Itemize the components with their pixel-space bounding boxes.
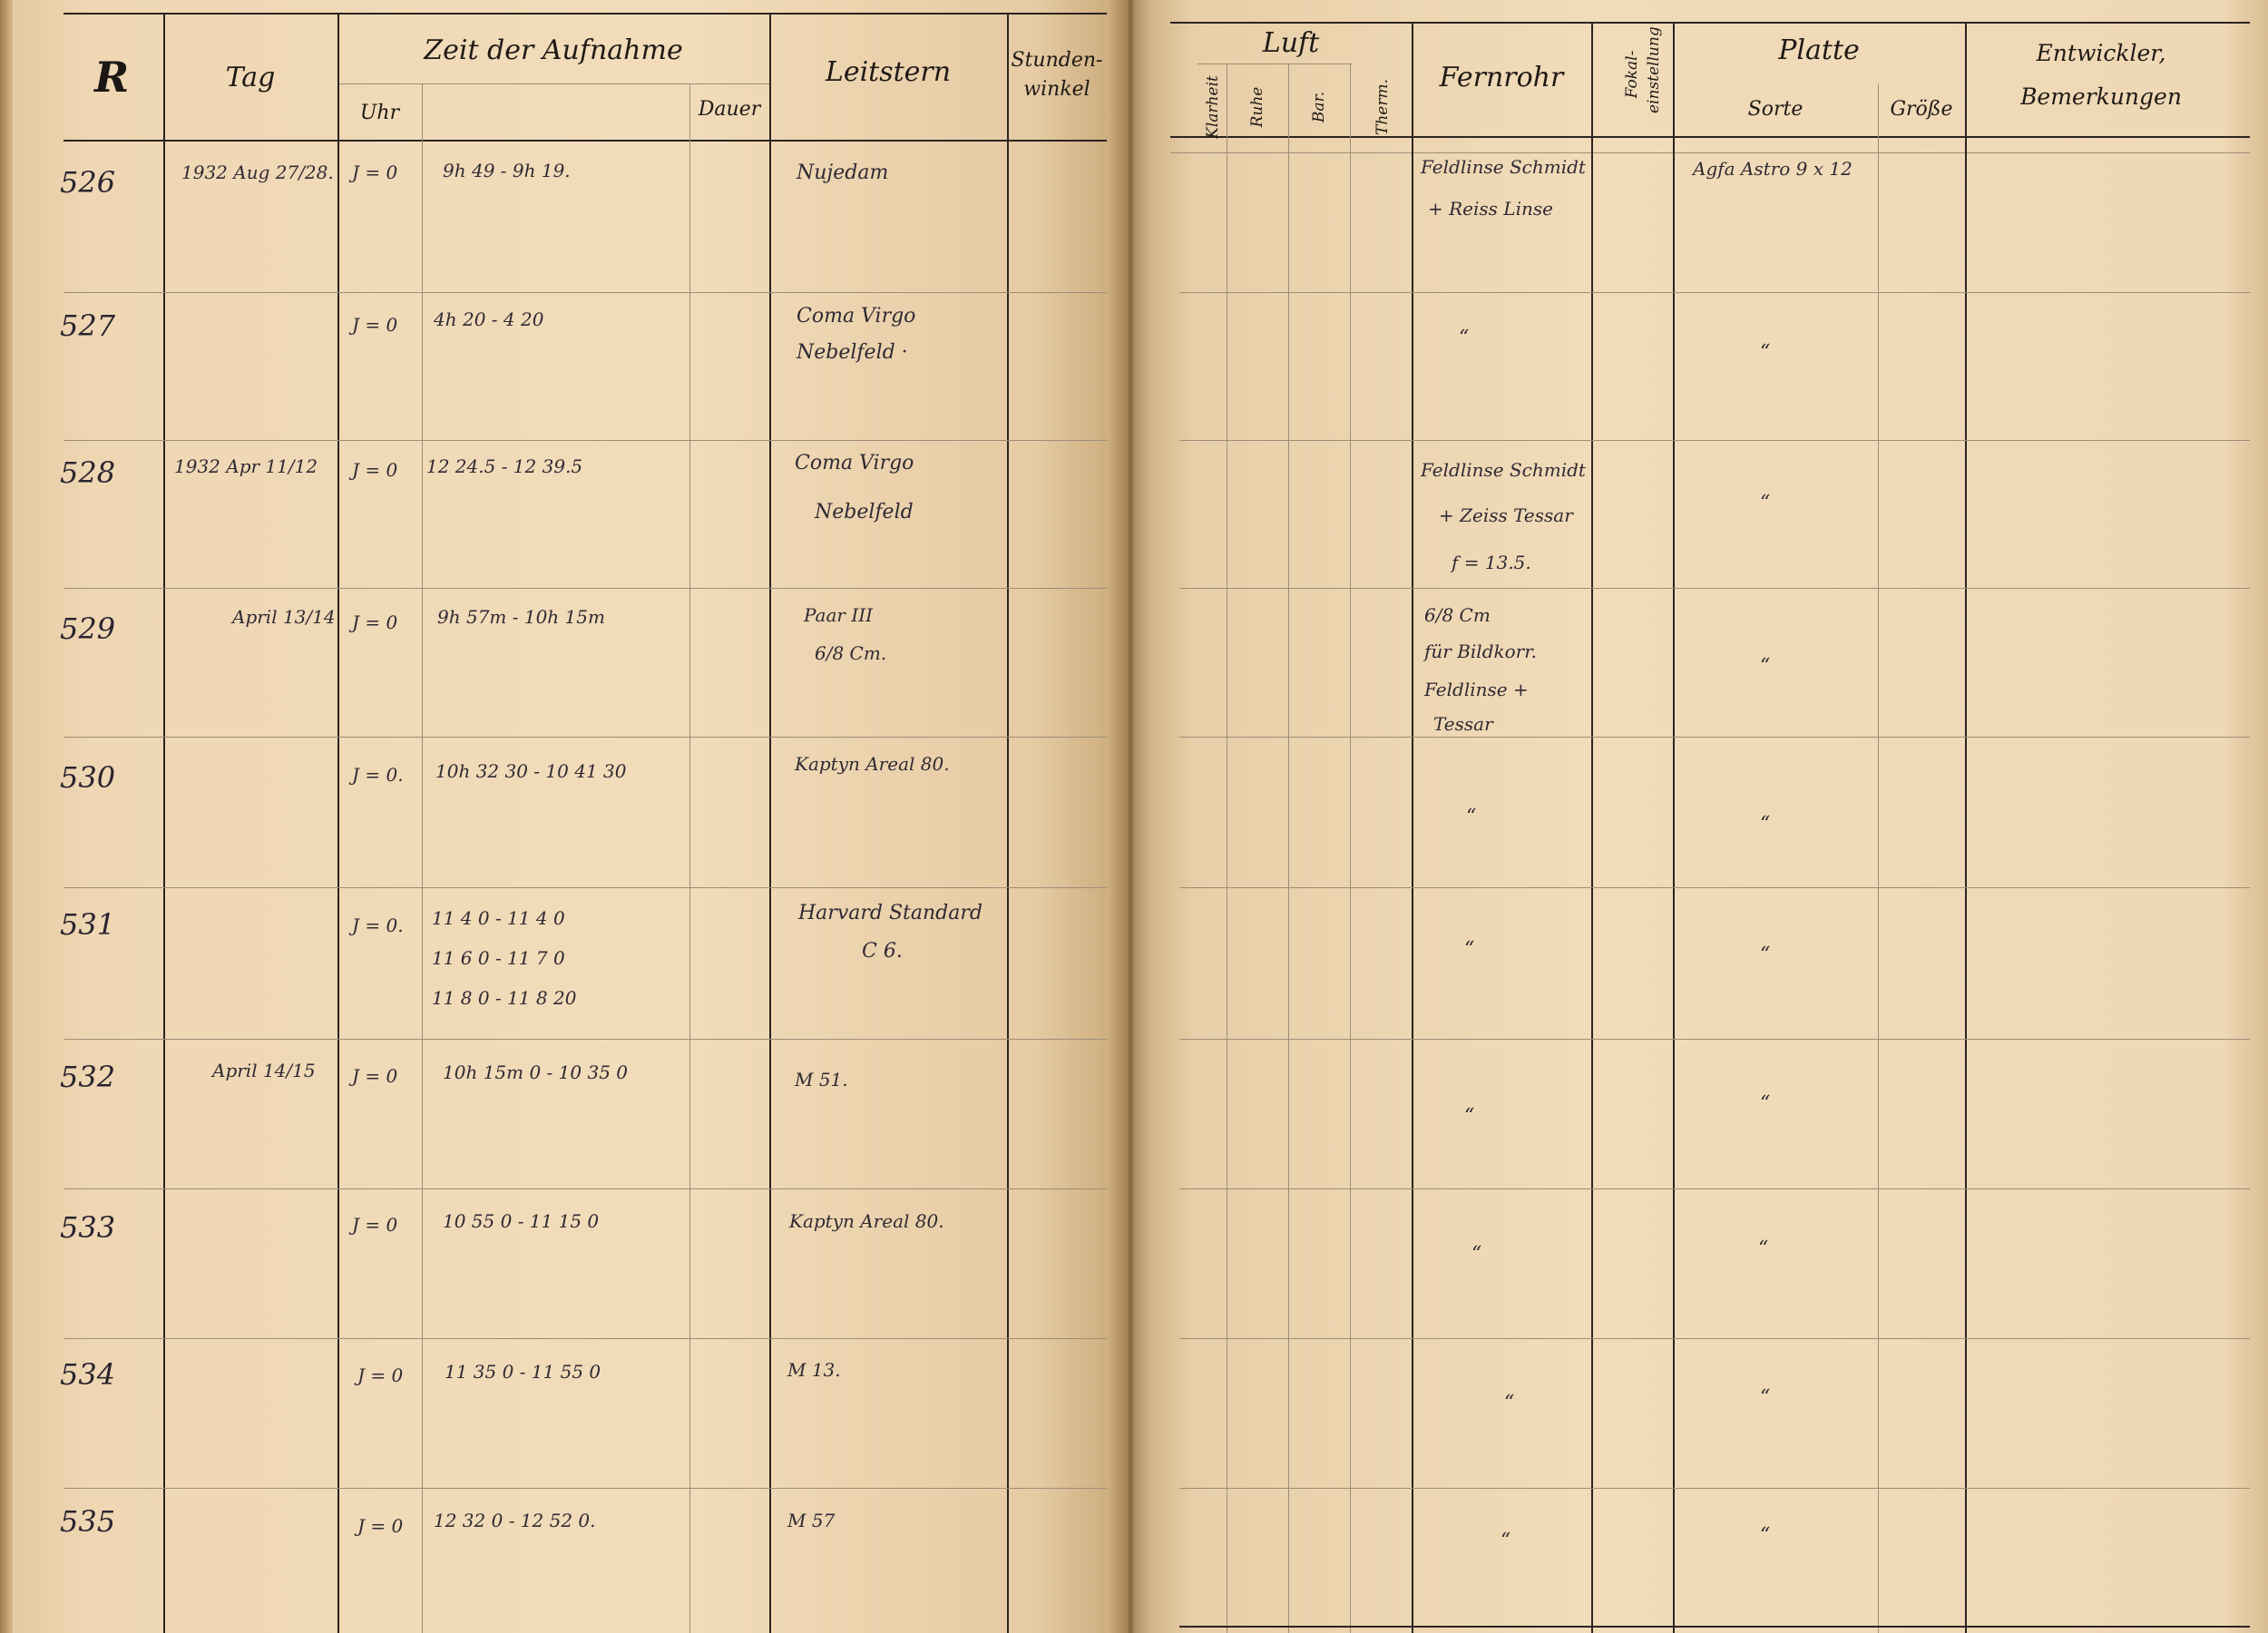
row-number: 529: [60, 611, 116, 646]
row-rule: [1179, 887, 2250, 888]
header-r: R: [94, 53, 130, 102]
row-leitstern: M 13.: [787, 1359, 841, 1381]
row-sorte: “: [1760, 813, 1771, 836]
row-number: 533: [60, 1210, 116, 1245]
row-sorte: “: [1760, 655, 1771, 678]
header-bottom-rule: [64, 140, 1107, 142]
row-time: 4h 20 - 4 20: [434, 308, 544, 330]
row-rule: [1179, 440, 2250, 441]
row-uhr: J = 0: [352, 1065, 398, 1087]
row-leitstern: Kaptyn Areal 80.: [795, 753, 950, 775]
header-stunden-1: Stunden-: [1011, 49, 1103, 72]
row-number: 532: [60, 1060, 116, 1094]
row-sorte: “: [1758, 1237, 1769, 1260]
header-platte: Platte: [1778, 34, 1860, 66]
row-rule: [1179, 1338, 2250, 1339]
row-tag: 1932 Apr 11/12: [174, 455, 318, 477]
row-fernrohr: “: [1464, 1105, 1475, 1128]
row-uhr: J = 0: [357, 1515, 404, 1537]
row-tag: 1932 Aug 27/28.: [181, 161, 334, 183]
header-entwickler-1: Entwickler,: [2036, 40, 2166, 66]
row-leitstern: Nebelfeld: [815, 501, 914, 523]
row-time: 11 35 0 - 11 55 0: [445, 1361, 601, 1383]
header-luft: Luft: [1262, 27, 1320, 59]
row-number: 534: [60, 1357, 116, 1392]
row-number: 526: [60, 165, 116, 200]
row-time: 11 6 0 - 11 7 0: [432, 947, 565, 969]
row-leitstern: Coma Virgo: [795, 452, 914, 474]
row-leitstern: Harvard Standard: [798, 902, 982, 924]
row-fernrohr: Tessar: [1433, 713, 1493, 735]
header-fokal-1: Fokal-: [1623, 50, 1641, 99]
page-edge: [0, 0, 13, 1633]
header-uhr: Uhr: [359, 102, 400, 124]
row-time: 10h 15m 0 - 10 35 0: [443, 1061, 628, 1083]
header-entwickler-2: Bemerkungen: [2020, 83, 2182, 110]
header-sorte: Sorte: [1747, 98, 1804, 121]
row-uhr: J = 0: [352, 611, 398, 633]
row-leitstern: Nujedam: [797, 161, 889, 184]
row-rule: [64, 1039, 1107, 1040]
col-rule-tag: [337, 13, 339, 1633]
col-rule-ruhe: [1288, 64, 1289, 1633]
row-time: 10h 32 30 - 10 41 30: [435, 760, 627, 782]
header-bar: Bar.: [1310, 91, 1328, 123]
row-rule: [1179, 588, 2250, 589]
row-fernrohr: Feldlinse Schmidt: [1421, 156, 1586, 178]
row-sorte: “: [1760, 492, 1771, 514]
row-fernrohr: “: [1464, 938, 1475, 961]
row-leitstern: Kaptyn Areal 80.: [789, 1210, 944, 1232]
row-rule: [64, 440, 1107, 441]
row-fernrohr: + Zeiss Tessar: [1439, 504, 1573, 526]
row-sorte: Agfa Astro 9 x 12: [1693, 158, 1853, 180]
row-time: 11 8 0 - 11 8 20: [432, 987, 577, 1009]
row-sorte: “: [1760, 1092, 1771, 1115]
row-rule: [64, 887, 1107, 888]
row-leitstern: M 57: [787, 1510, 836, 1531]
row-fernrohr: “: [1501, 1530, 1511, 1552]
row-rule: [64, 1488, 1107, 1489]
row-fernrohr: “: [1459, 327, 1470, 349]
col-rule-dauer: [689, 83, 690, 1633]
row-rule: [1179, 1488, 2250, 1489]
row-rule: [64, 588, 1107, 589]
header-zeit: Zeit der Aufnahme: [424, 34, 683, 66]
row-fernrohr: 6/8 Cm: [1424, 604, 1491, 626]
row-leitstern: 6/8 Cm.: [815, 642, 887, 664]
col-rule-r: [163, 13, 165, 1633]
header-sub-rule: [1170, 152, 2250, 153]
header-therm: Therm.: [1374, 79, 1392, 135]
col-rule-luft: [1412, 22, 1413, 1633]
row-leitstern: Nebelfeld ·: [797, 341, 908, 364]
header-fernrohr: Fernrohr: [1439, 62, 1564, 93]
header-ruhe: Ruhe: [1248, 86, 1266, 128]
row-time: 11 4 0 - 11 4 0: [432, 907, 565, 929]
row-time: 12 32 0 - 12 52 0.: [434, 1510, 596, 1531]
header-dauer: Dauer: [698, 98, 761, 121]
top-rule: [1170, 22, 2250, 24]
row-number: 527: [60, 308, 116, 343]
row-leitstern: C 6.: [862, 940, 903, 963]
row-sorte: “: [1760, 1386, 1771, 1409]
row-rule: [64, 1338, 1107, 1339]
bottom-rule: [1179, 1626, 2250, 1628]
row-uhr: J = 0: [352, 1214, 398, 1236]
row-sorte: “: [1760, 1524, 1771, 1547]
row-tag: April 13/14: [232, 606, 336, 628]
row-number: 535: [60, 1504, 116, 1539]
row-rule: [1179, 737, 2250, 738]
row-number: 528: [60, 455, 116, 490]
row-fernrohr: “: [1466, 806, 1477, 828]
book-gutter: [1109, 0, 1150, 1633]
row-tag: April 14/15: [212, 1060, 316, 1081]
zeit-subheader-rule: [337, 83, 769, 84]
row-fernrohr: “: [1504, 1392, 1515, 1414]
col-rule-zeit: [769, 13, 771, 1633]
header-fokal-2: einstellung: [1645, 26, 1663, 113]
col-rule-platte: [1965, 22, 1967, 1633]
header-groesse: Größe: [1890, 98, 1953, 121]
row-fernrohr: für Bildkorr.: [1424, 640, 1537, 662]
row-leitstern: M 51.: [795, 1069, 848, 1090]
row-number: 531: [60, 907, 116, 942]
row-leitstern: Coma Virgo: [797, 305, 916, 328]
row-leitstern: Paar III: [804, 604, 874, 626]
header-tag: Tag: [225, 62, 276, 93]
row-rule: [64, 292, 1107, 293]
header-bottom-rule: [1170, 136, 2250, 138]
top-rule: [64, 13, 1107, 15]
col-rule-sorte: [1878, 83, 1879, 1633]
row-rule: [1179, 1039, 2250, 1040]
row-uhr: J = 0: [352, 459, 398, 481]
row-fernrohr: Feldlinse Schmidt: [1421, 459, 1586, 481]
row-number: 530: [60, 760, 116, 795]
row-uhr: J = 0.: [352, 764, 404, 786]
row-uhr: J = 0.: [352, 914, 404, 936]
col-rule-bar: [1350, 64, 1351, 1633]
header-klarheit: Klarheit: [1204, 75, 1222, 139]
header-stunden-2: winkel: [1023, 78, 1090, 101]
row-uhr: J = 0: [352, 314, 398, 336]
row-time: 9h 49 - 9h 19.: [443, 160, 571, 181]
row-time: 9h 57m - 10h 15m: [437, 606, 605, 628]
row-fernrohr: Feldlinse +: [1424, 679, 1529, 700]
col-rule-fernrohr: [1591, 22, 1593, 1633]
left-page: [0, 0, 1125, 1633]
right-page: [1125, 0, 2268, 1633]
row-fernrohr: f = 13.5.: [1452, 552, 1531, 573]
row-sorte: “: [1760, 341, 1771, 364]
row-time: 12 24.5 - 12 39.5: [426, 455, 583, 477]
row-sorte: “: [1760, 944, 1771, 966]
row-fernrohr: “: [1471, 1243, 1482, 1266]
row-rule: [1179, 292, 2250, 293]
row-uhr: J = 0: [357, 1364, 404, 1386]
row-time: 10 55 0 - 11 15 0: [443, 1210, 600, 1232]
row-rule: [1179, 1188, 2250, 1189]
col-rule-uhr: [422, 83, 423, 1633]
col-rule-leitstern: [1007, 13, 1009, 1633]
row-fernrohr: + Reiss Linse: [1428, 198, 1553, 220]
row-rule: [64, 1188, 1107, 1189]
col-rule-fokal: [1673, 22, 1675, 1633]
header-leitstern: Leitstern: [825, 56, 952, 88]
row-uhr: J = 0: [352, 161, 398, 183]
row-rule: [64, 737, 1107, 738]
